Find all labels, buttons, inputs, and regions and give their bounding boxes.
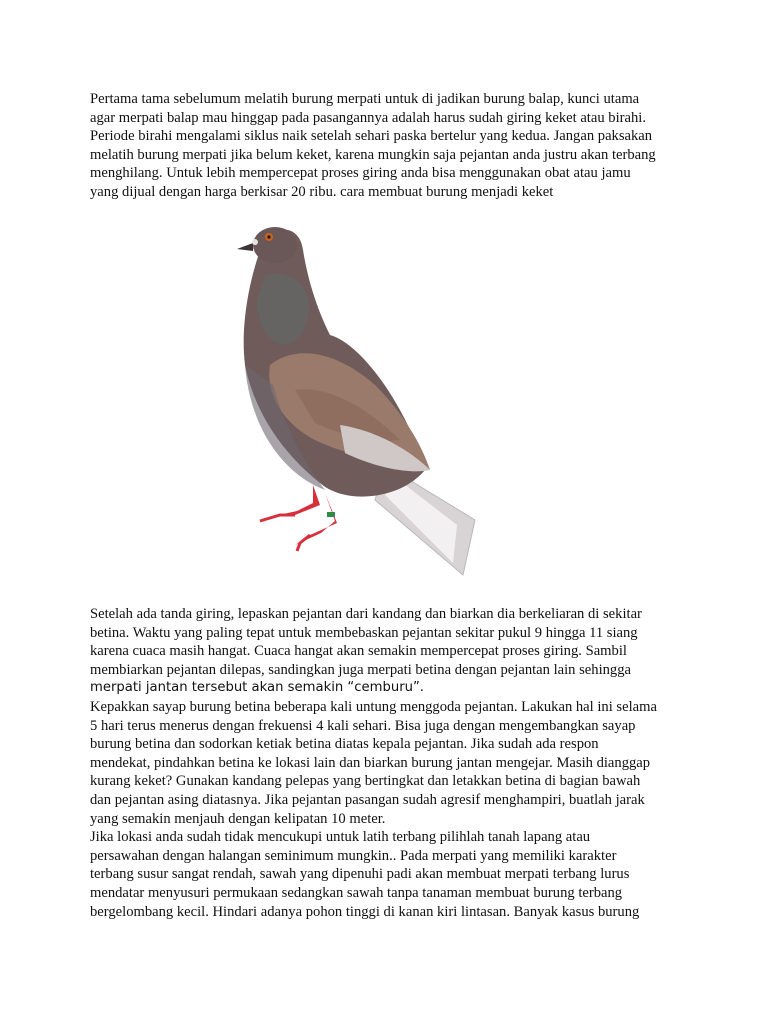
text-line: mendatar menyusuri permukaan sedangkan sawah tanpa tanaman membuat burung terbang bbox=[90, 884, 623, 901]
pigeon-illustration bbox=[225, 215, 485, 585]
text-line: burung betina dan sodorkan ketiak betina diatas kepala pejantan. Jika sudah ada respon bbox=[90, 736, 599, 753]
paragraph-body bbox=[90, 605, 690, 921]
text-line: Setelah ada tanda giring, lepaskan pejantan dari kandang dan biarkan dia berkeliaran di sekitar bbox=[90, 606, 642, 622]
text-line: Pertama tama sebelumum melatih burung merpati untuk di jadikan burung balap, kunci utama bbox=[90, 91, 640, 107]
text-line: terbang susur sangat rendah, sawah yang dipenuhi padi akan membuat merpati terbang lurus bbox=[90, 866, 630, 883]
text-line: 5 hari terus menerus dengan frekuensi 4 kali sehari. Bisa juga dengan mengembangkan sayap bbox=[90, 717, 636, 734]
text-line: yang semakin menjauh dengan kelipatan 10 meter. bbox=[90, 810, 386, 827]
text-line: betina. Waktu yang paling tepat untuk membebaskan pejantan sekitar pukul 9 hingga 11 siang bbox=[90, 624, 638, 641]
pigeon-image bbox=[225, 215, 485, 585]
text-line: Periode birahi mengalami siklus naik setelah sehari paska bertelur yang kedua. Jangan paksakan bbox=[90, 128, 653, 145]
text-line: persawahan dengan halangan seminimum mungkin.. Pada merpati yang memiliki karakter bbox=[90, 847, 617, 864]
text-line: bergelombang kecil. Hindari adanya pohon tinggi di kanan kiri lintasan. Banyak kasus burung bbox=[90, 903, 640, 920]
text-line: yang dijual dengan harga berkisar 20 ribu. cara membuat burung menjadi keket bbox=[90, 183, 554, 200]
text-line: dan pejantan asing diatasnya. Jika pejantan pasangan sudah agresif menghampiri, buatlah jarak bbox=[90, 791, 645, 808]
text-line: membiarkan pejantan dilepas, sandingkan juga merpati betina dengan pejantan lain sehingga bbox=[90, 661, 632, 678]
text-line: agar merpati balap mau hinggap pada pasangannya adalah harus sudah giring keket atau birahi. bbox=[90, 109, 646, 126]
text-line: merpati jantan tersebut akan semakin “cemburu”. bbox=[90, 680, 425, 696]
text-line: Kepakkan sayap burung betina beberapa kali untung menggoda pejantan. Lakukan hal ini selama bbox=[90, 698, 657, 715]
text-line: mendekat, pindahkan betina ke lokasi lain dan biarkan burung jantan mengejar. Masih dianggap bbox=[90, 754, 651, 771]
text-line: kurang keket? Gunakan kandang pelepas yang bertingkat dan letakkan betina di bagian bawah bbox=[90, 773, 641, 790]
paragraph-intro bbox=[90, 90, 690, 202]
text-line: melatih burung merpati jika belum keket, karena mungkin saja pejantan anda justru akan terbang bbox=[90, 146, 656, 163]
text-line: menghilang. Untuk lebih mempercepat proses giring anda bisa menggunakan obat atau jamu bbox=[90, 165, 631, 182]
text-line: karena cuaca masih hangat. Cuaca hangat akan semakin mempercepat proses giring. Sambil bbox=[90, 643, 627, 660]
text-line: Jika lokasi anda sudah tidak mencukupi untuk latih terbang pilihlah tanah lapang atau bbox=[90, 829, 591, 846]
